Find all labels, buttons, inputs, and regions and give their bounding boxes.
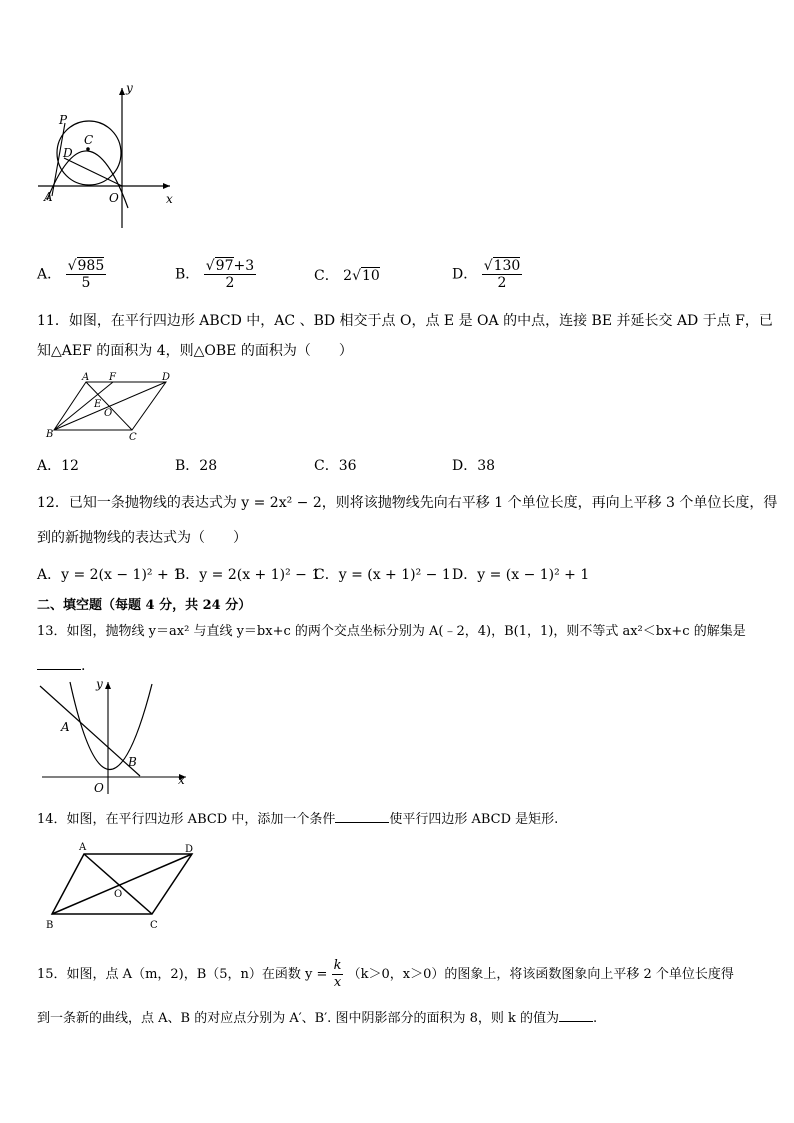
option-letter: A． (37, 266, 62, 283)
q15-line1 (37, 958, 734, 991)
q12-option-c: C．y = (x + 1)² − 1 (314, 567, 451, 583)
fig10-label-x: x (166, 192, 173, 206)
q14-text (37, 810, 558, 830)
fig11-label-c: C (129, 432, 137, 443)
q15-line1-end: （k＞0，x＞0）的图象上，将该函数图象向上平移 2 个单位长度得 (347, 967, 734, 982)
q14-text-after: 使平行四边形 ABCD 是矩形. (389, 812, 559, 827)
denominator: 5 (81, 275, 91, 291)
fig11-label-b: B (46, 429, 54, 440)
fig14-label-b: B (46, 920, 54, 931)
q11-line2: 知△AEF 的面积为 4，则△OBE 的面积为（ ） (37, 343, 353, 359)
q15-line2-text: 到一条新的曲线，点 A、B 的对应点分别为 A′、B′. 图中阴影部分的面积为 8，则 k 的值为 (37, 1011, 559, 1026)
q15-period: . (593, 1011, 598, 1026)
radicand: 985 (77, 258, 105, 274)
fig14-label-d: D (185, 844, 194, 855)
fig11-label-e: E (94, 399, 102, 410)
option-letter: D． (452, 266, 478, 283)
q12-line1: 12．已知一条抛物线的表达式为 y = 2x² − 2，则将该抛物线先向右平移 1 个单位长度，再向上平移 3 个单位长度，得 (37, 495, 778, 511)
q14-answer-blank[interactable] (335, 822, 389, 823)
fig10-label-y: y (126, 81, 133, 95)
fig13-label-x: x (178, 773, 185, 787)
option-letter: B． (175, 266, 200, 283)
radicand: 130 (493, 258, 521, 274)
fig14-label-a: A (79, 842, 87, 853)
q15-fraction-numerator: k (333, 958, 342, 973)
radicand: 10 (362, 268, 380, 284)
q15-line1-start: 15．如图，点 A（m，2)，B（5，n）在函数 y = (37, 967, 328, 982)
q11-line1: 11．如图，在平行四边形 ABCD 中，AC 、BD 相交于点 O，点 E 是 OA 的中点，连接 BE 并延长交 AD 于点 F，已 (37, 313, 773, 329)
q10-option-a (37, 258, 106, 291)
q13-line2 (37, 656, 85, 676)
fig10-label-d: D (63, 146, 73, 160)
q10-option-c: C． 2√10 (314, 268, 380, 284)
denominator: 2 (225, 275, 235, 291)
q13-period: . (81, 658, 86, 674)
q11-option-c: C．36 (314, 458, 357, 474)
q12-option-b: B．y = 2(x + 1)² − 1 (175, 567, 321, 583)
option-fraction: $\frac{√130}{2}$ (483, 258, 521, 291)
fig13-label-y: y (96, 677, 103, 691)
option-fraction: $\frac{√985}{5}$ (67, 258, 105, 291)
q13-figure (36, 676, 192, 798)
numerator-suffix: +3 (233, 258, 255, 274)
fig10-label-c: C (84, 133, 94, 147)
fig10-label-o: O (109, 191, 119, 205)
option-fraction: $\frac{√97+3}{2}$ (205, 258, 255, 291)
q11-option-a: A．12 (37, 458, 79, 474)
fig13-label-o: O (94, 781, 104, 795)
q13-answer-blank[interactable] (37, 669, 81, 670)
q10-option-b (175, 258, 256, 291)
q14-text-before: 14．如图，在平行四边形 ABCD 中，添加一个条件 (37, 812, 336, 827)
fig14-label-o: O (114, 889, 123, 900)
radicand: 97 (215, 258, 234, 274)
q15-fraction (332, 958, 344, 991)
fig10-label-a: A (44, 190, 53, 204)
coefficient: 2 (343, 268, 353, 284)
q13-line1: 13．如图，抛物线 y＝ax² 与直线 y＝bx+c 的两个交点坐标分别为 A(﹣2，4)，B(1，1)，则不等式 ax²＜bx+c 的解集是 (37, 624, 746, 639)
fig13-label-b: B (128, 755, 137, 769)
section-heading: 二、填空题（每题 4 分，共 24 分） (37, 598, 252, 613)
fig11-label-f: F (109, 372, 116, 383)
q12-option-d: D．y = (x − 1)² + 1 (452, 567, 590, 583)
denominator: 2 (497, 275, 507, 291)
q10-option-d (452, 258, 522, 291)
q15-fraction-denominator: x (333, 975, 342, 990)
q11-option-d: D．38 (452, 458, 496, 474)
q15-answer-blank[interactable] (559, 1021, 593, 1022)
fig13-label-a: A (61, 720, 70, 734)
option-letter: C． (314, 268, 339, 284)
q15-line2 (37, 1009, 597, 1029)
fig11-label-a: A (82, 372, 90, 383)
fig11-label-o: O (104, 408, 113, 419)
q14-figure (42, 840, 202, 932)
q11-figure (44, 370, 184, 445)
q11-option-b: B．28 (175, 458, 218, 474)
fig10-label-p: P (59, 113, 68, 127)
q10-figure (30, 78, 190, 238)
fig14-label-c: C (150, 920, 158, 931)
q12-line2: 到的新抛物线的表达式为（ ） (37, 530, 247, 546)
q12-option-a: A．y = 2(x − 1)² + 1 (37, 567, 183, 583)
fig11-label-d: D (162, 372, 171, 383)
